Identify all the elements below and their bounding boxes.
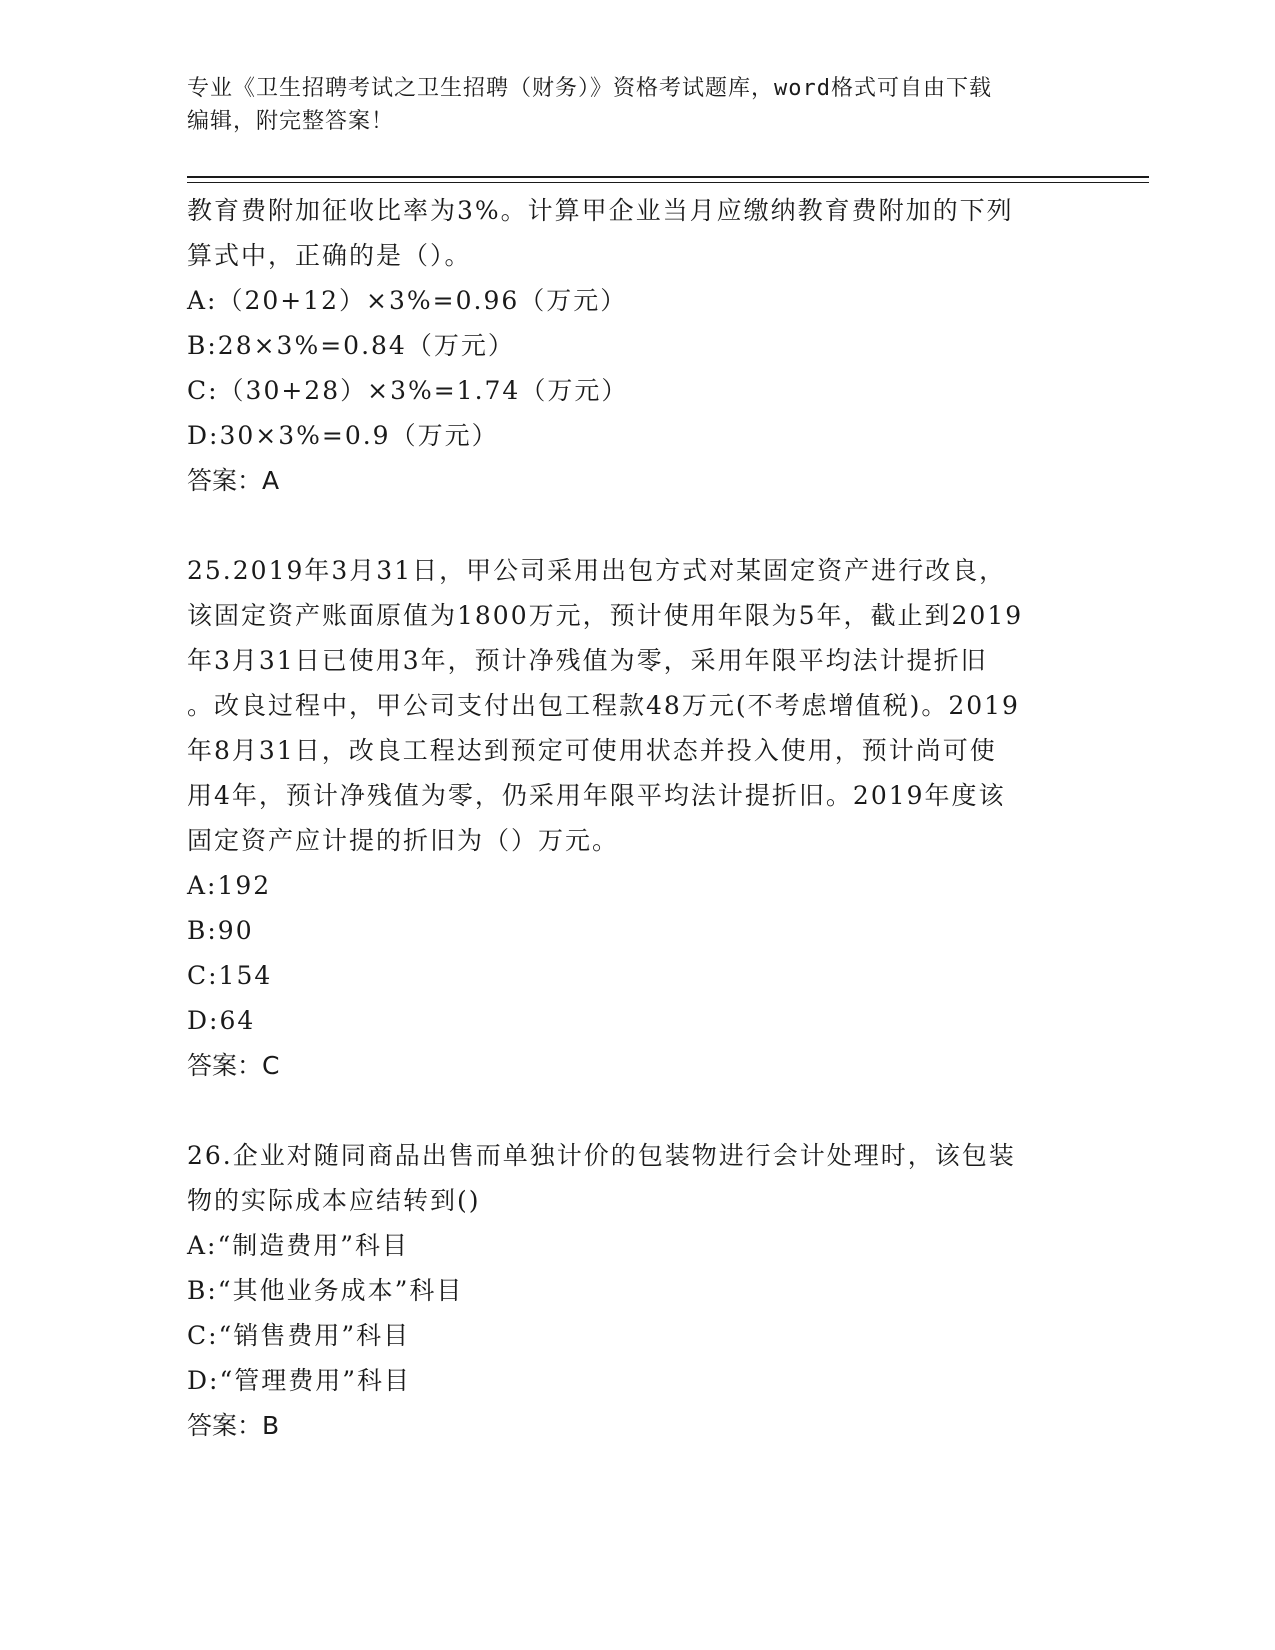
option-a: A:192	[187, 871, 272, 900]
option-b: B:“其他业务成本”科目	[187, 1276, 464, 1305]
question-26	[187, 1133, 1087, 1448]
question-24	[187, 188, 1087, 503]
header-rule-thin	[187, 182, 1149, 183]
question-stem-line: 该固定资产账面原值为1800万元，预计使用年限为5年，截止到2019	[187, 601, 1024, 630]
question-stem-line: 用4年，预计净残值为零，仍采用年限平均法计提折旧。2019年度该	[187, 781, 1006, 810]
question-stem-line: 固定资产应计提的折旧为（）万元。	[187, 826, 620, 855]
question-stem-line: 算式中，正确的是（）。	[187, 241, 472, 270]
option-a: A:“制造费用”科目	[187, 1231, 410, 1260]
header-line-2: 编辑，附完整答案！	[187, 109, 395, 134]
spacer	[187, 1088, 1087, 1133]
option-d: D:30×3%=0.9（万元）	[187, 421, 499, 450]
question-stem-line: 25.2019年3月31日，甲公司采用出包方式对某固定资产进行改良，	[187, 556, 1007, 585]
option-d: D:64	[187, 1006, 256, 1035]
question-stem-line: 教育费附加征收比率为3%。计算甲企业当月应缴纳教育费附加的下列	[187, 196, 1014, 225]
page-header	[187, 72, 1067, 138]
question-stem-line: 。改良过程中，甲公司支付出包工程款48万元(不考虑增值税)。2019	[187, 691, 1020, 720]
answer-line: 答案：C	[187, 1051, 280, 1080]
option-d: D:“管理费用”科目	[187, 1366, 412, 1395]
option-c: C:（30+28）×3%=1.74（万元）	[187, 376, 629, 405]
answer-line: 答案：B	[187, 1411, 280, 1440]
option-b: B:90	[187, 916, 254, 945]
option-b: B:28×3%=0.84（万元）	[187, 331, 515, 360]
option-c: C:154	[187, 961, 273, 990]
header-rule-thick	[187, 176, 1149, 178]
option-c: C:“销售费用”科目	[187, 1321, 411, 1350]
option-a: A:（20+12）×3%=0.96（万元）	[187, 286, 628, 315]
document-body	[187, 188, 1087, 1448]
spacer	[187, 503, 1087, 548]
question-stem-line: 26.企业对随同商品出售而单独计价的包装物进行会计处理时，该包装	[187, 1141, 1016, 1170]
question-25	[187, 548, 1087, 1088]
header-line-1: 专业《卫生招聘考试之卫生招聘（财务）》资格考试题库，word格式可自由下载	[187, 76, 992, 101]
question-stem-line: 年8月31日，改良工程达到预定可使用状态并投入使用，预计尚可使	[187, 736, 997, 765]
answer-line: 答案：A	[187, 466, 280, 495]
question-stem-line: 年3月31日已使用3年，预计净残值为零，采用年限平均法计提折旧	[187, 646, 988, 675]
question-stem-line: 物的实际成本应结转到()	[187, 1186, 481, 1215]
